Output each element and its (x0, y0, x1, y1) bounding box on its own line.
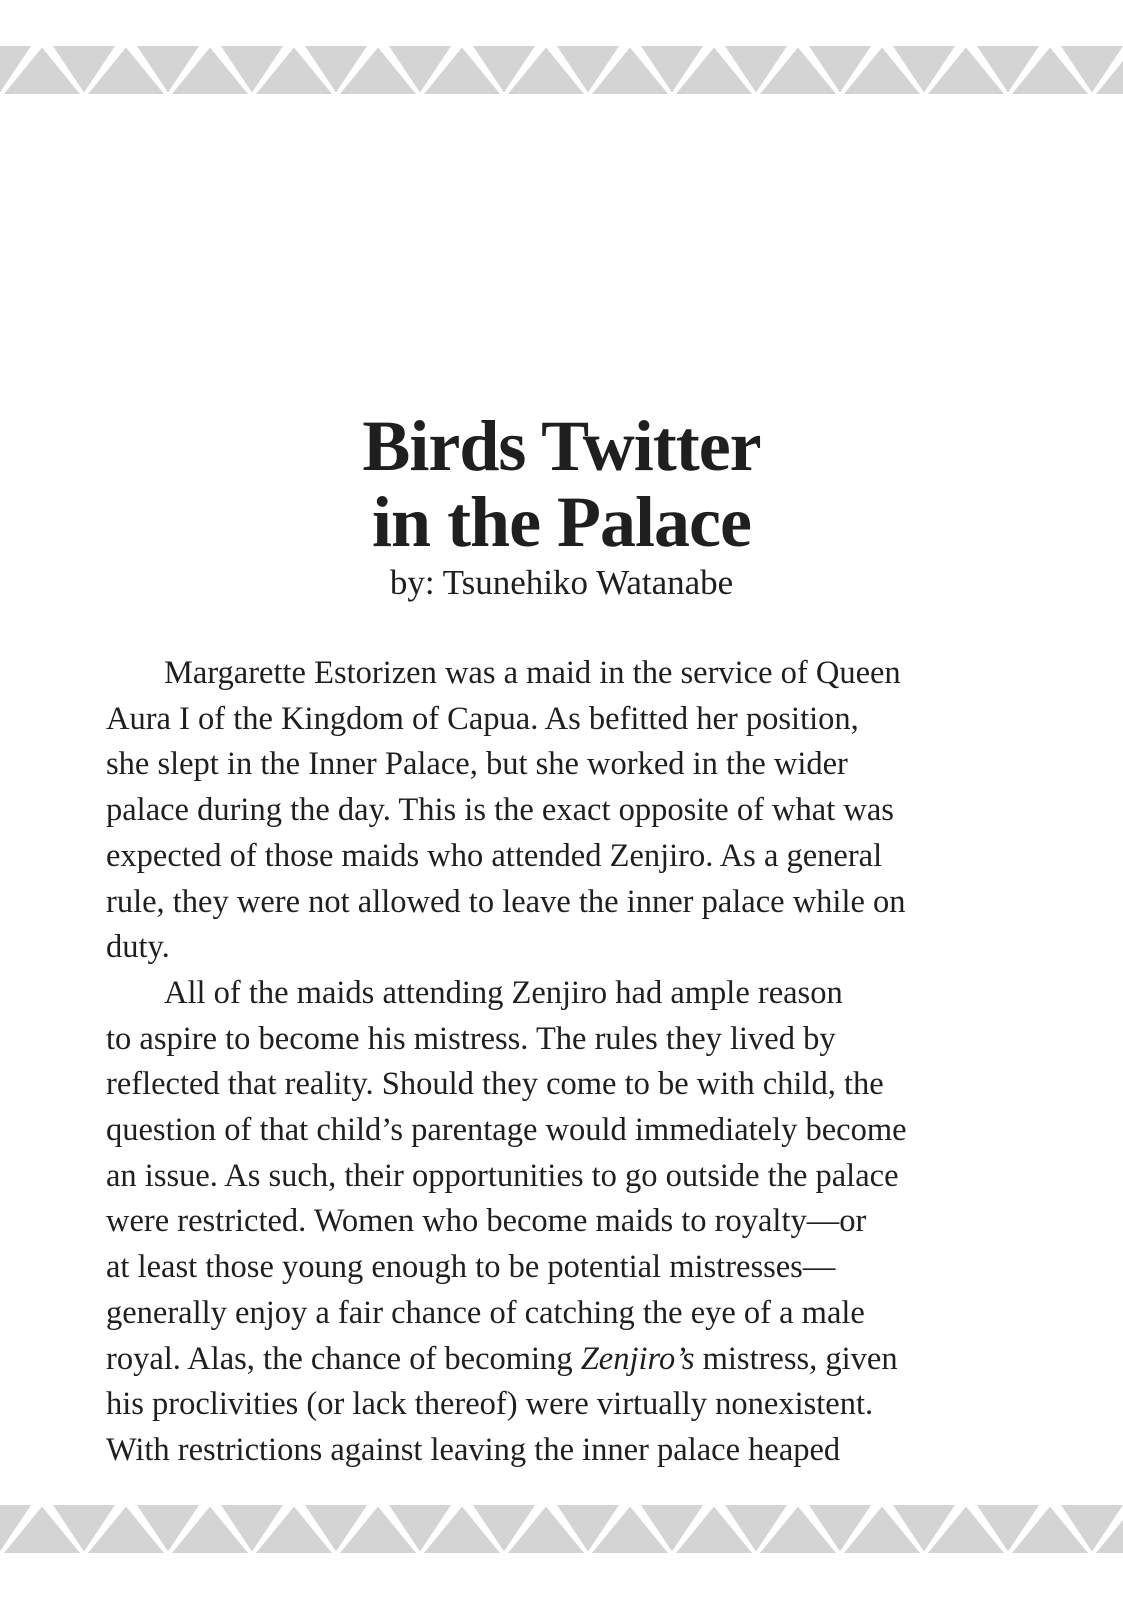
triangle-border-bottom-decoration (0, 1505, 1123, 1553)
text-line: All of the maids attending Zenjiro had ample reason (164, 974, 843, 1011)
text-line: rule, they were not allowed to leave the inner palace while on (106, 883, 906, 920)
text-line: she slept in the Inner Palace, but she worked in the wider (106, 746, 848, 783)
text-line: With restrictions against leaving the inner palace heaped (106, 1431, 841, 1468)
paragraph (106, 971, 1036, 1474)
text-line: Margarette Estorizen was a maid in the service of Queen (164, 655, 901, 691)
text-line: duty. (106, 929, 170, 966)
story-text (106, 651, 1036, 1474)
triangle-border-top-decoration (0, 46, 1123, 94)
text-line: Aura I of the Kingdom of Capua. As befitted her position, (106, 700, 859, 737)
text-line: question of that child’s parentage would immediately become (106, 1112, 907, 1149)
text-line: reflected that reality. Should they come to be with child, the (106, 1066, 884, 1103)
chapter-title-line-2: in the Palace (372, 482, 751, 562)
text-line: royal. Alas, the chance of becoming Zenjiro’s mistress, given (106, 1340, 898, 1377)
author-byline: by: Tsunehiko Watanabe (389, 563, 734, 602)
chapter-title-line-1: Birds Twitter (362, 406, 761, 486)
text-line: generally enjoy a fair chance of catching the eye of a male (106, 1294, 865, 1331)
text-line: his proclivities (or lack thereof) were virtually nonexistent. (106, 1386, 874, 1423)
chapter-title (0, 408, 1123, 560)
text-line: at least those young enough to be potential mistresses— (106, 1249, 836, 1286)
text-line: palace during the day. This is the exact opposite of what was (106, 792, 894, 829)
text-line: were restricted. Women who become maids to royalty—or (106, 1203, 867, 1240)
text-line: to aspire to become his mistress. The rules they lived by (106, 1020, 836, 1057)
text-line: an issue. As such, their opportunities to go outside the palace (106, 1157, 899, 1194)
text-line: expected of those maids who attended Zenjiro. As a general (106, 837, 883, 874)
paragraph (106, 651, 1036, 971)
